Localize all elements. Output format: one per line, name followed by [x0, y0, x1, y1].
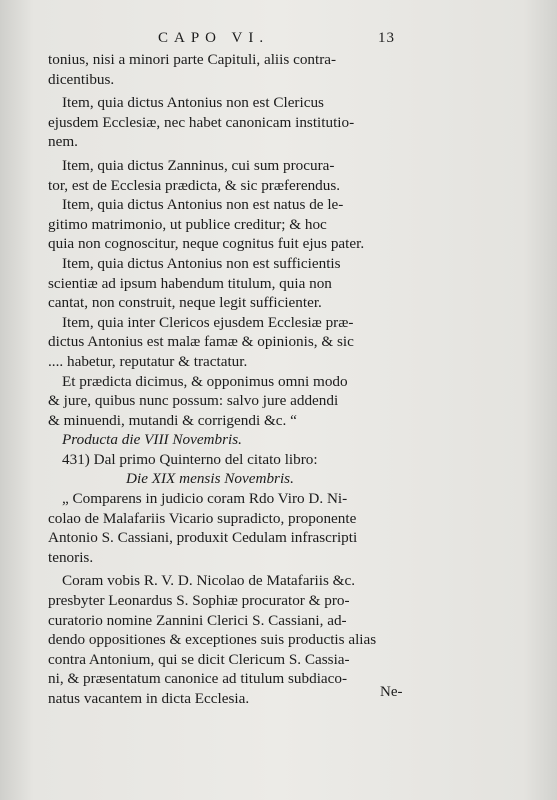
text-line: contra Antonium, qui se dicit Clericum S. Cassia- — [48, 650, 350, 668]
text-line: ni, & præsentatum canonice ad titulum subdiaco- — [48, 670, 348, 688]
text-line: gitimo matrimonio, ut publice creditur; & hoc — [48, 215, 327, 233]
text-line: natus vacantem in dicta Ecclesia. — [48, 690, 250, 707]
text-line: scientiæ ad ipsum habendum titulum, quia non — [48, 274, 332, 292]
text-line: Item, quia dictus Antonius non est natus de le- — [62, 196, 344, 214]
text-line: Antonio S. Cassiani, produxit Cedulam infrascripti — [48, 529, 358, 547]
text-line: cantat, non construit, neque legit sufficienter. — [48, 294, 322, 312]
text-line: Item, quia dictus Zanninus, cui sum procura- — [62, 156, 335, 174]
text-line: curatorio nomine Zannini Clerici S. Cassiani, ad- — [48, 611, 347, 629]
text-line: & jure, quibus nunc possum: salvo jure addendi — [48, 392, 339, 410]
paragraph — [48, 93, 418, 152]
catchword: Ne- — [380, 684, 403, 700]
producta-line: Producta die VIII Novembris. — [62, 431, 242, 449]
text-line: nem. — [48, 133, 78, 151]
text-line: ejusdem Ecclesiæ, nec habet canonicam institutio- — [48, 113, 355, 131]
text-line: presbyter Leonardus S. Sophiæ procurator & pro- — [48, 592, 350, 610]
text-line: colao de Malafariis Vicario supradicto, proponente — [48, 509, 357, 527]
text-line: dicentibus. — [48, 70, 115, 88]
paragraph — [48, 571, 418, 708]
page-header — [0, 30, 557, 52]
running-title: CAPO VI. — [158, 30, 270, 46]
paragraph — [48, 313, 418, 372]
paragraph — [48, 156, 418, 195]
date-line: Die XIX mensis Novembris. — [126, 470, 294, 488]
paragraph — [48, 372, 418, 431]
paragraph — [48, 195, 418, 254]
text-line: „ Comparens in judicio coram Rdo Viro D. Ni- — [62, 490, 348, 508]
page-number: 13 — [378, 30, 395, 46]
text-line: Coram vobis R. V. D. Nicolao de Matafariis &c. — [62, 572, 356, 590]
text-line: & minuendi, mutandi & corrigendi &c. “ — [48, 411, 297, 429]
paragraph — [48, 489, 418, 567]
text-line: Et prædicta dicimus, & opponimus omni modo — [62, 372, 348, 390]
text-line: Item, quia dictus Antonius non est sufficientis — [62, 254, 341, 272]
text-line: tenoris. — [48, 548, 94, 566]
text-line: Item, quia inter Clericos ejusdem Ecclesiæ præ- — [62, 313, 354, 331]
text-line: tor, est de Ecclesia prædicta, & sic præferendus. — [48, 176, 341, 194]
text-line: dictus Antonius est malæ famæ & opinionis, & sic — [48, 333, 354, 351]
body-text — [48, 50, 418, 709]
text-line: quia non cognoscitur, neque cognitus fuit ejus pater. — [48, 235, 365, 253]
text-line: tonius, nisi a minori parte Capituli, aliis contra- — [48, 51, 337, 68]
paragraph — [48, 254, 418, 313]
paragraph — [48, 50, 418, 89]
text-line: .... habetur, reputatur & tractatur. — [48, 352, 248, 370]
text-line: dendo oppositiones & exceptiones suis productis alias — [48, 631, 377, 649]
entry-heading: 431) Dal primo Quinterno del citato libro: — [62, 450, 318, 468]
text-line: Item, quia dictus Antonius non est Clericus — [62, 94, 324, 112]
